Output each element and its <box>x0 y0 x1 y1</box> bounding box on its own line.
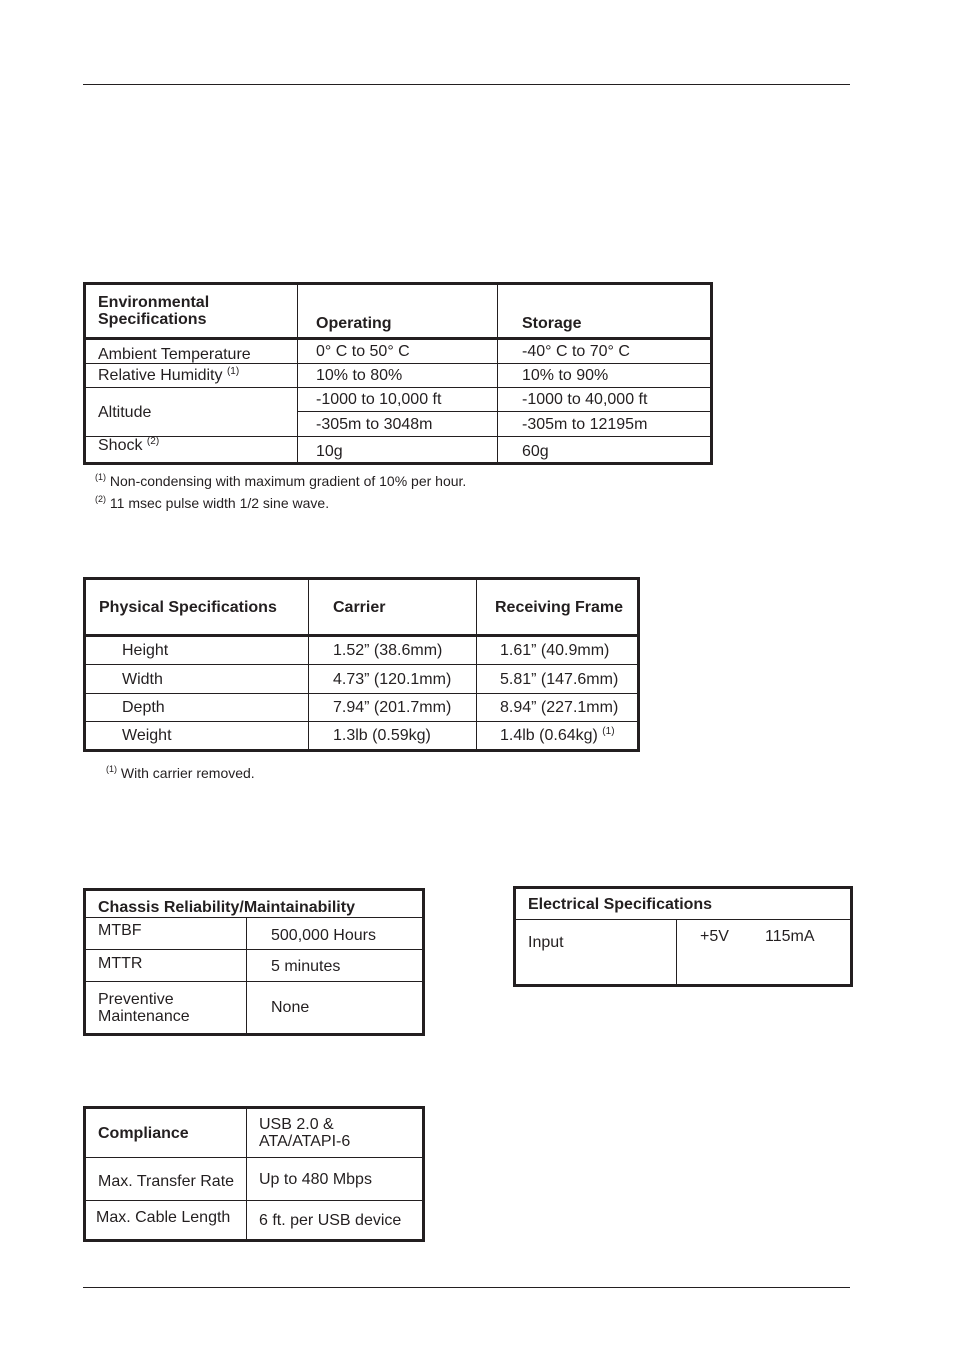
electrical-specifications-table <box>513 886 853 987</box>
header-cell: Storage <box>498 284 712 339</box>
table-row <box>85 918 424 950</box>
table-header-row <box>85 284 712 339</box>
row-value: Up to 480 Mbps <box>247 1158 424 1201</box>
table-row <box>515 920 852 986</box>
header-cell: Compliance <box>85 1108 247 1158</box>
row-label: Preventive Maintenance <box>85 982 247 1035</box>
top-rule <box>83 84 850 85</box>
table-row <box>85 364 712 388</box>
row-label: Max. Cable Length <box>85 1201 247 1241</box>
storage-value: 60g <box>498 437 712 464</box>
table-header-row <box>85 579 639 636</box>
current-value: 115mA <box>765 928 815 945</box>
row-label: Width <box>85 665 309 694</box>
header-cell: Physical Specifications <box>85 579 309 636</box>
row-label: Weight <box>85 722 309 751</box>
table-row <box>85 636 639 665</box>
chassis-reliability-table <box>83 888 425 1036</box>
storage-value: -40° C to 70° C <box>498 339 712 364</box>
table-row <box>85 694 639 722</box>
physical-specifications-table <box>83 577 640 752</box>
frame-value: 5.81” (147.6mm) <box>477 665 639 694</box>
table-row <box>85 1158 424 1201</box>
header-cell: Operating <box>298 284 498 339</box>
row-label: Shock $^{(2)}$ <box>85 437 298 464</box>
environmental-specifications-table <box>83 282 713 465</box>
row-label: Input <box>515 920 677 986</box>
operating-value: -305m to 3048m <box>298 412 498 437</box>
operating-value: 10g <box>298 437 498 464</box>
row-label: Height <box>85 636 309 665</box>
footnote: $^{(1)}$ With carrier removed. <box>106 764 255 781</box>
table-header-row <box>85 890 424 918</box>
table-row <box>85 437 712 464</box>
carrier-value: 1.3lb (0.59kg) <box>309 722 477 751</box>
table-header-row <box>515 888 852 920</box>
row-value: 500,000 Hours <box>247 918 424 950</box>
table-row <box>85 950 424 982</box>
footnote-ref: (2) <box>146 436 160 447</box>
row-label: MTBF <box>85 918 247 950</box>
carrier-value: 1.52” (38.6mm) <box>309 636 477 665</box>
operating-value: 0° C to 50° C <box>298 339 498 364</box>
header-cell: Environmental Specifications <box>85 284 298 339</box>
header-value: USB 2.0 & ATA/ATAPI-6 <box>247 1108 424 1158</box>
row-label: MTTR <box>85 950 247 982</box>
footnote-ref: (1) <box>226 366 240 377</box>
table-row <box>85 388 712 412</box>
frame-value: 1.61” (40.9mm) <box>477 636 639 665</box>
row-label: Depth <box>85 694 309 722</box>
carrier-value: 7.94” (201.7mm) <box>309 694 477 722</box>
header-cell: Electrical Specifications <box>515 888 852 920</box>
voltage-value: +5V <box>700 928 729 945</box>
bottom-rule <box>83 1287 850 1288</box>
table-row <box>85 339 712 364</box>
storage-value: -305m to 12195m <box>498 412 712 437</box>
table-header-row <box>85 1108 424 1158</box>
header-cell: Receiving Frame <box>477 579 639 636</box>
row-value: 6 ft. per USB device <box>247 1201 424 1241</box>
footnote-ref: (1) <box>602 726 615 737</box>
header-cell: Carrier <box>309 579 477 636</box>
row-label: Ambient Temperature <box>85 339 298 364</box>
compliance-table <box>83 1106 425 1242</box>
footnote: $^{(2)}$ 11 msec pulse width 1/2 sine wave. <box>95 494 330 511</box>
row-label: Max. Transfer Rate <box>85 1158 247 1201</box>
carrier-value: 4.73” (120.1mm) <box>309 665 477 694</box>
header-cell: Chassis Reliability/Maintainability <box>85 890 424 918</box>
operating-value: 10% to 80% <box>298 364 498 388</box>
operating-value: -1000 to 10,000 ft <box>298 388 498 412</box>
row-value <box>677 920 852 986</box>
frame-value: 8.94” (227.1mm) <box>477 694 639 722</box>
table-row <box>85 665 639 694</box>
row-label: Relative Humidity $^{(1)}$ <box>85 364 298 388</box>
row-value: 5 minutes <box>247 950 424 982</box>
table-row <box>85 1201 424 1241</box>
table-row <box>85 982 424 1035</box>
frame-value: 1.4lb (0.64kg) $^{(1)}$ <box>477 722 639 751</box>
table-row <box>85 722 639 751</box>
row-value: None <box>247 982 424 1035</box>
storage-value: -1000 to 40,000 ft <box>498 388 712 412</box>
footnote: $^{(1)}$ Non-condensing with maximum gradient of 10% per hour. <box>95 472 467 489</box>
storage-value: 10% to 90% <box>498 364 712 388</box>
row-label: Altitude <box>85 388 298 437</box>
